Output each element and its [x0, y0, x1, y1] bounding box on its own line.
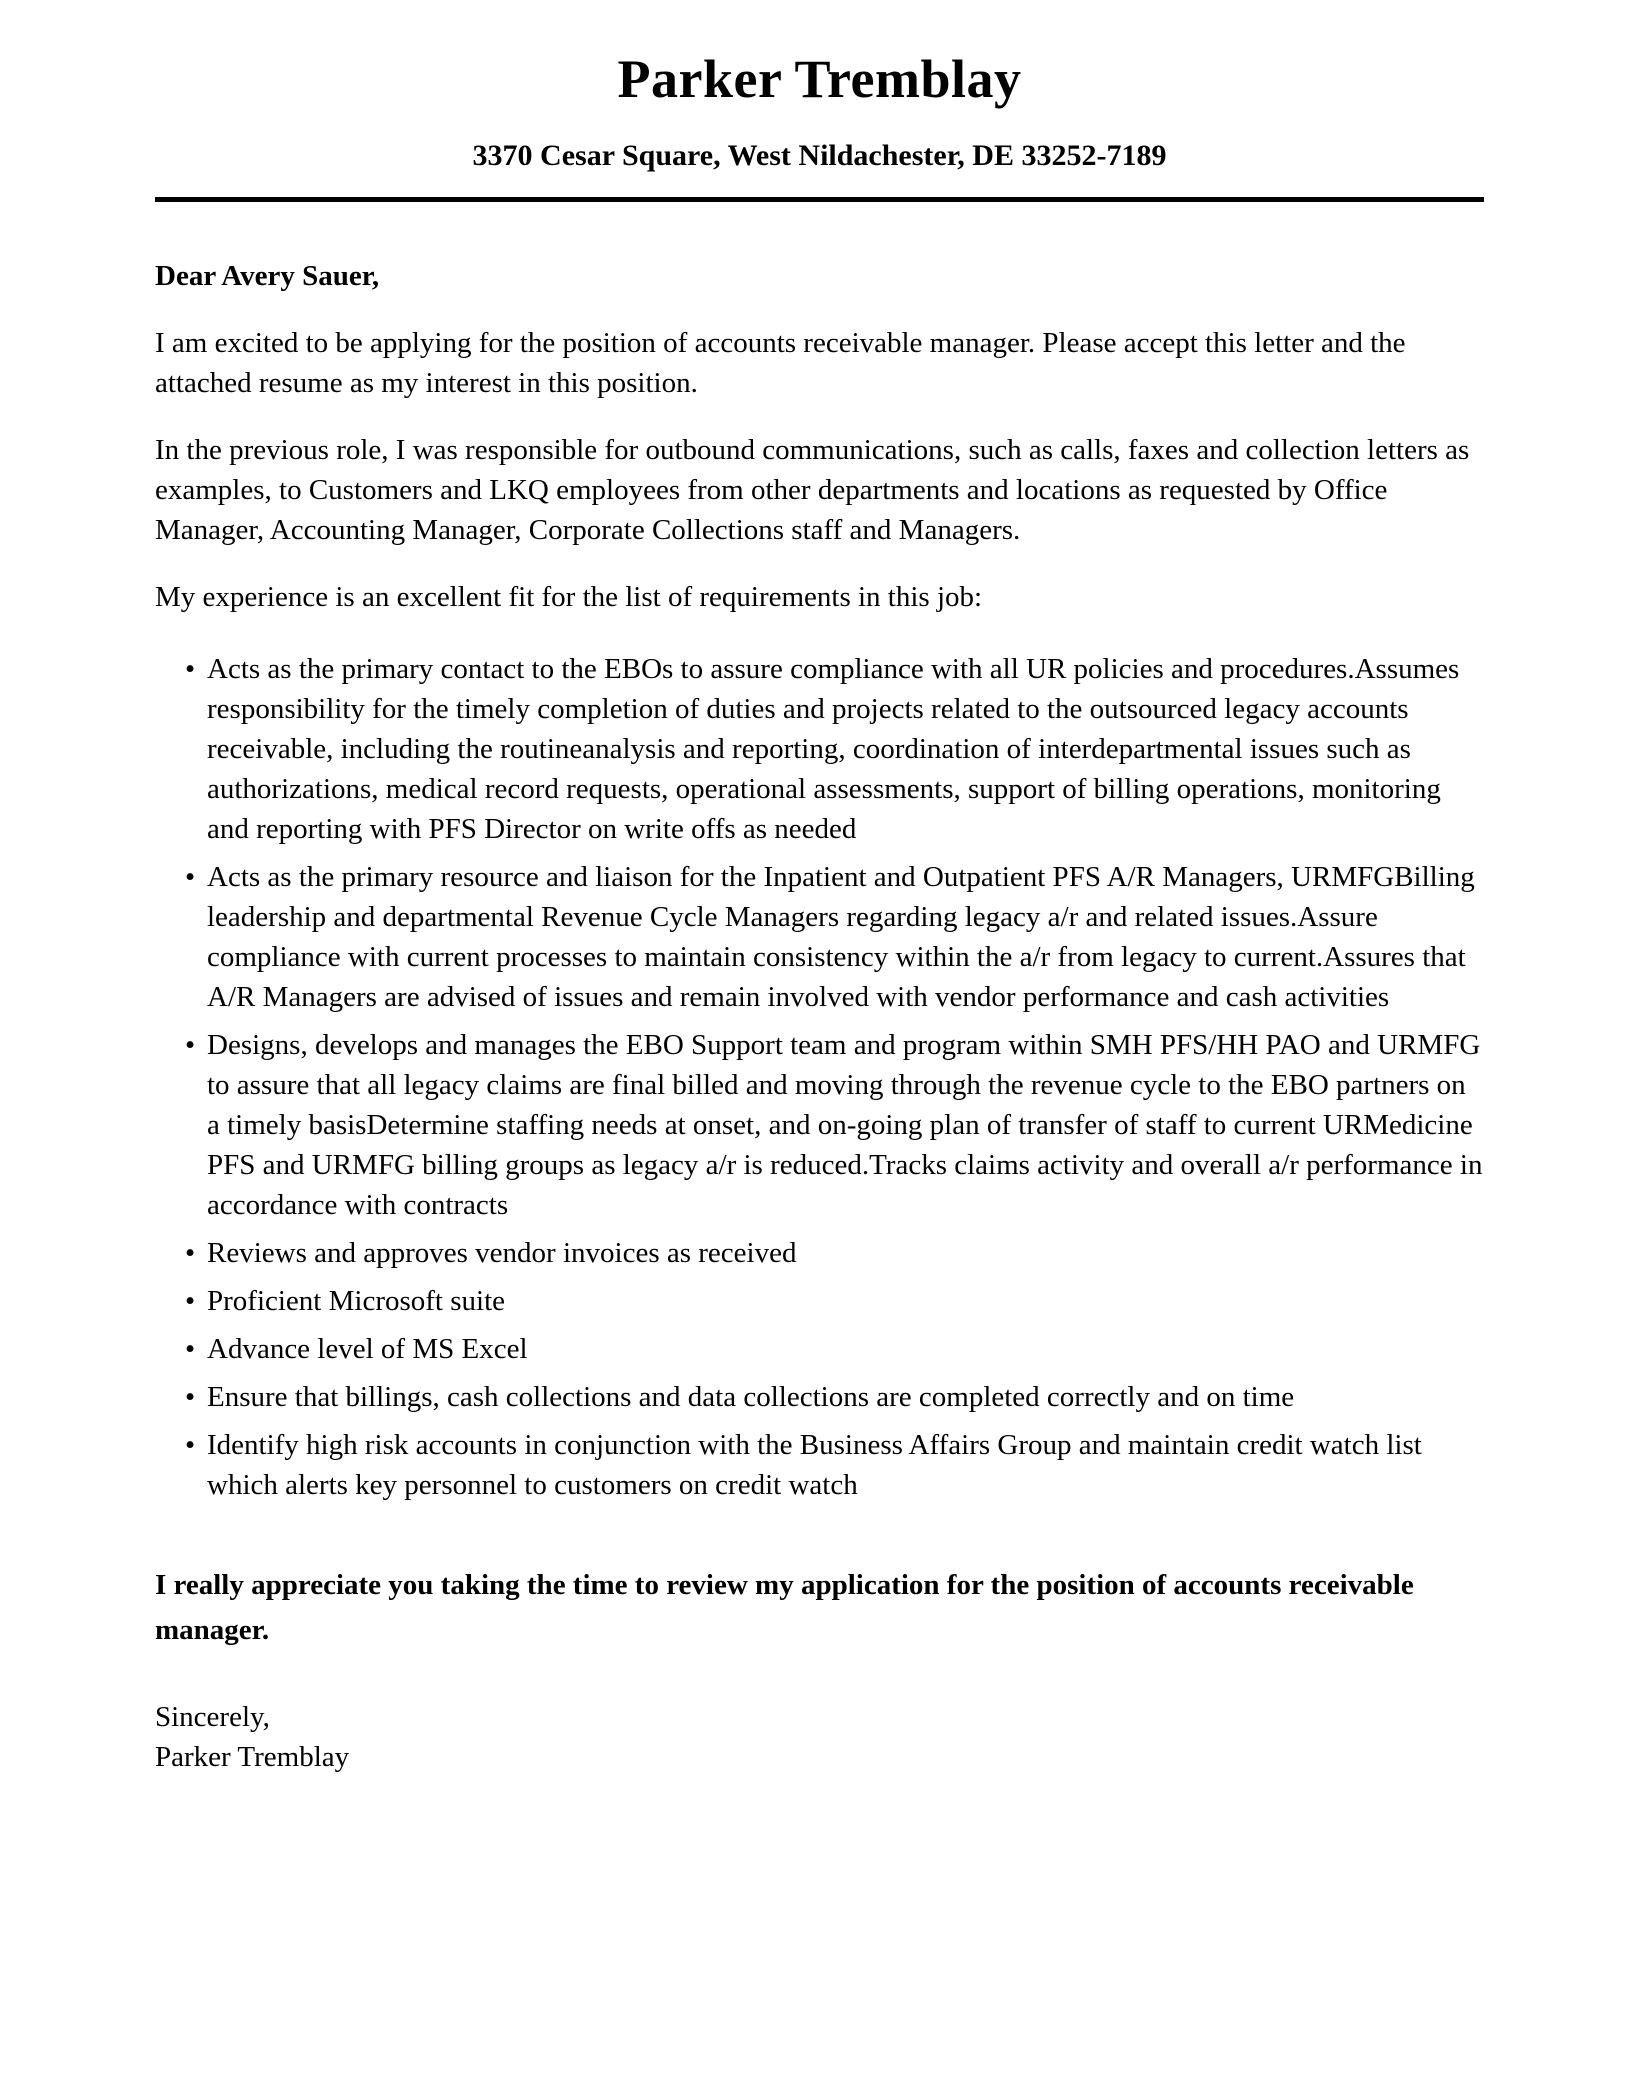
signoff: Sincerely, [155, 1701, 270, 1734]
paragraph-experience-fit: My experience is an excellent fit for the list of requirements in this job: [155, 580, 983, 613]
header-divider [155, 197, 1484, 202]
paragraph-intro: I am excited to be applying for the position of accounts receivable manager. Please accept this letter and the attached resume as my interest in this position. [155, 326, 1406, 399]
requirements-list [155, 649, 1484, 1505]
list-item: • Advance level of MS Excel [185, 1329, 1484, 1369]
closing-paragraph: I really appreciate you taking the time to review my application for the position of accounts receivable manager. [155, 1569, 1414, 1647]
list-item: • Designs, develops and manages the EBO Support team and program within SMH PFS/HH PAO and URMFG to assure that all legacy claims are final billed and moving through the revenue cycle to the EBO partners on a timely basisDetermine staffing needs at onset, and on-going plan of transfer of staff to current URMedicine PFS and URMFG billing groups as legacy a/r is reduced.Tracks claims activity and overall a/r performance in accordance with contracts [185, 1025, 1484, 1225]
list-item: • Reviews and approves vendor invoices as received [185, 1233, 1484, 1273]
list-item: • Acts as the primary contact to the EBOs to assure compliance with all UR policies and procedures.Assumes responsibility for the timely completion of duties and projects related to the outsourced legacy accounts receivable, including the routineanalysis and reporting, coordination of interdepartmental issues such as authorizations, medical record requests, operational assessments, support of billing operations, monitoring and reporting with PFS Director on write offs as needed [185, 649, 1484, 849]
letter-header [155, 50, 1484, 177]
paragraph-previous-role: In the previous role, I was responsible for outbound communications, such as calls, faxes and collection letters as examples, to Customers and LKQ employees from other departments and locations as requested by Office Manager, Accounting Manager, Corporate Collections staff and Managers. [155, 433, 1470, 546]
list-item: • Acts as the primary resource and liaison for the Inpatient and Outpatient PFS A/R Managers, URMFGBilling leadership and departmental Revenue Cycle Managers regarding legacy a/r and related issues.Assure compliance with current processes to maintain consistency within the a/r from legacy to current.Assures that A/R Managers are advised of issues and remain involved with vendor performance and cash activities [185, 857, 1484, 1017]
list-item: • Ensure that billings, cash collections and data collections are completed correctly and on time [185, 1377, 1484, 1417]
list-item: • Identify high risk accounts in conjunction with the Business Affairs Group and maintain credit watch list which alerts key personnel to customers on credit watch [185, 1425, 1484, 1505]
salutation: Dear Avery Sauer, [155, 259, 380, 292]
letter-body [155, 256, 1484, 1777]
signature-name: Parker Tremblay [155, 1741, 350, 1774]
contact-address: 3370 Cesar Square, West Nildachester, DE 33252-7189 [472, 139, 1167, 173]
list-item: • Proficient Microsoft suite [185, 1281, 1484, 1321]
page-title: Parker Tremblay [617, 49, 1022, 109]
